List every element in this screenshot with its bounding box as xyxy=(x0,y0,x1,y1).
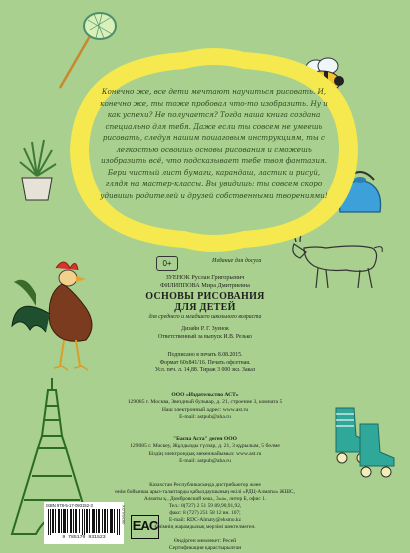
dist-line-7: Өнімнің жарамдылық мерзімі шектелмеген. xyxy=(154,524,256,530)
authors xyxy=(0,274,410,290)
barcode-bars xyxy=(48,509,120,535)
dist-line-3: Алматы қ., Домбровский көш., 3«а», литер Б, офис 1. xyxy=(143,496,267,502)
print-line-3: Усл. печ. л. 14,88. Тираж 3 000 экз. Заказ xyxy=(154,367,256,373)
kz-website: Біздің электрондық мекенжайымыз: www.ast.ru xyxy=(148,450,262,457)
author-2: ФИЛИППОВА Мира Дмитриевна xyxy=(160,282,250,289)
dist-line-2: өнім бойынша арыз-талаптарды қабылдаушының өкілі «РДЦ-Алматы» ЖШС, xyxy=(115,489,295,495)
barcode-number: 9 785170 931523 xyxy=(62,535,106,540)
dist-line-6: E-mail: RDC-Almaty@eksmo.kz xyxy=(168,517,242,523)
kz-address: 129085 г. Мәскеу, Жұлдызды гүлзар, д. 21, 3 құрылым, 5 бөлме xyxy=(130,443,280,450)
publisher-ru xyxy=(0,392,410,421)
publisher-kz xyxy=(0,436,410,465)
author-1: ЗУЕНОК Руслан Григорьевич xyxy=(165,274,245,281)
print-info xyxy=(0,352,410,375)
kz-publisher-name: "Баспа Аста" деген ООО xyxy=(173,436,237,442)
blurb-paragraph: Конечно же, все дети мечтают научиться рисовать. И, конечно же, ты тоже пробовал что-то изобразить. Ну и как успехи? Не получается? Тогда наша книга создана специально для тебя. Даже если ты совсем не умеешь рисовать, следуя нашим пошаговым инструкциям, ты с легкостью освоишь основы рисования и сможешь изобразить всё, что подсказывает тебе твоя фантазия. Бери чистый лист бумаги, карандаш, ластик и рисуй, глядя на мастер-классы. Вы увидишь: ты совсем скоро удивишь родителей и друзей собственными творениями! xyxy=(100,87,328,200)
dist-line-5: факс: 8 (727) 251 58 12 вн. 107; xyxy=(169,510,241,516)
print-line-1: Подписано в печать 8.08.2015. xyxy=(167,352,243,358)
side-code: 0926VLDX xyxy=(121,505,126,525)
kz-email: E-mail: astpub@aha.ru xyxy=(179,457,231,464)
plant-pot-icon xyxy=(12,136,62,202)
book-subtitle: для среднего и младшего школьного возраста xyxy=(148,314,262,320)
publisher-email: E-mail: astpub@aha.ru xyxy=(179,413,231,420)
publisher-address: 129085 г. Москва, Звездный бульвар, д. 21, строение 3, комната 5 xyxy=(127,399,283,406)
series-label: Издание для досуга xyxy=(212,258,262,264)
design-credit: Дизайн Р. Г. Зуенок xyxy=(181,326,229,332)
dist-line-4: Тел.: 8(727) 2 51 59 89,90,91,92, xyxy=(168,503,242,509)
editor-credit: Ответственный за выпуск И.В. Резько xyxy=(158,333,252,340)
credits xyxy=(0,326,410,341)
book-title xyxy=(0,291,410,313)
publisher-name: ООО «Издательство АСТ» xyxy=(171,392,239,398)
origin-line-2: Сертификация қарастырылған xyxy=(168,545,242,552)
origin-line-1: Өндірген мемлекет: Ресей xyxy=(173,538,237,544)
title-line-2: ДЛЯ ДЕТЕЙ xyxy=(174,302,236,313)
title-line-1: ОСНОВЫ РИСОВАНИЯ xyxy=(145,291,265,302)
blurb-text xyxy=(100,86,328,201)
isbn-text: ISBN 978-5-17-093152-3 xyxy=(46,503,93,508)
publisher-website: Наш электронный адрес: www.ast.ru xyxy=(161,406,249,413)
eac-mark: EAC xyxy=(131,515,159,539)
age-rating-badge: 0+ xyxy=(156,256,178,271)
print-line-2: Формат 60х841/16. Печать офсетная. xyxy=(159,359,251,366)
dist-line-1: Казахстан Республикасында дистрибьютор және xyxy=(149,482,261,488)
barcode xyxy=(44,502,124,544)
